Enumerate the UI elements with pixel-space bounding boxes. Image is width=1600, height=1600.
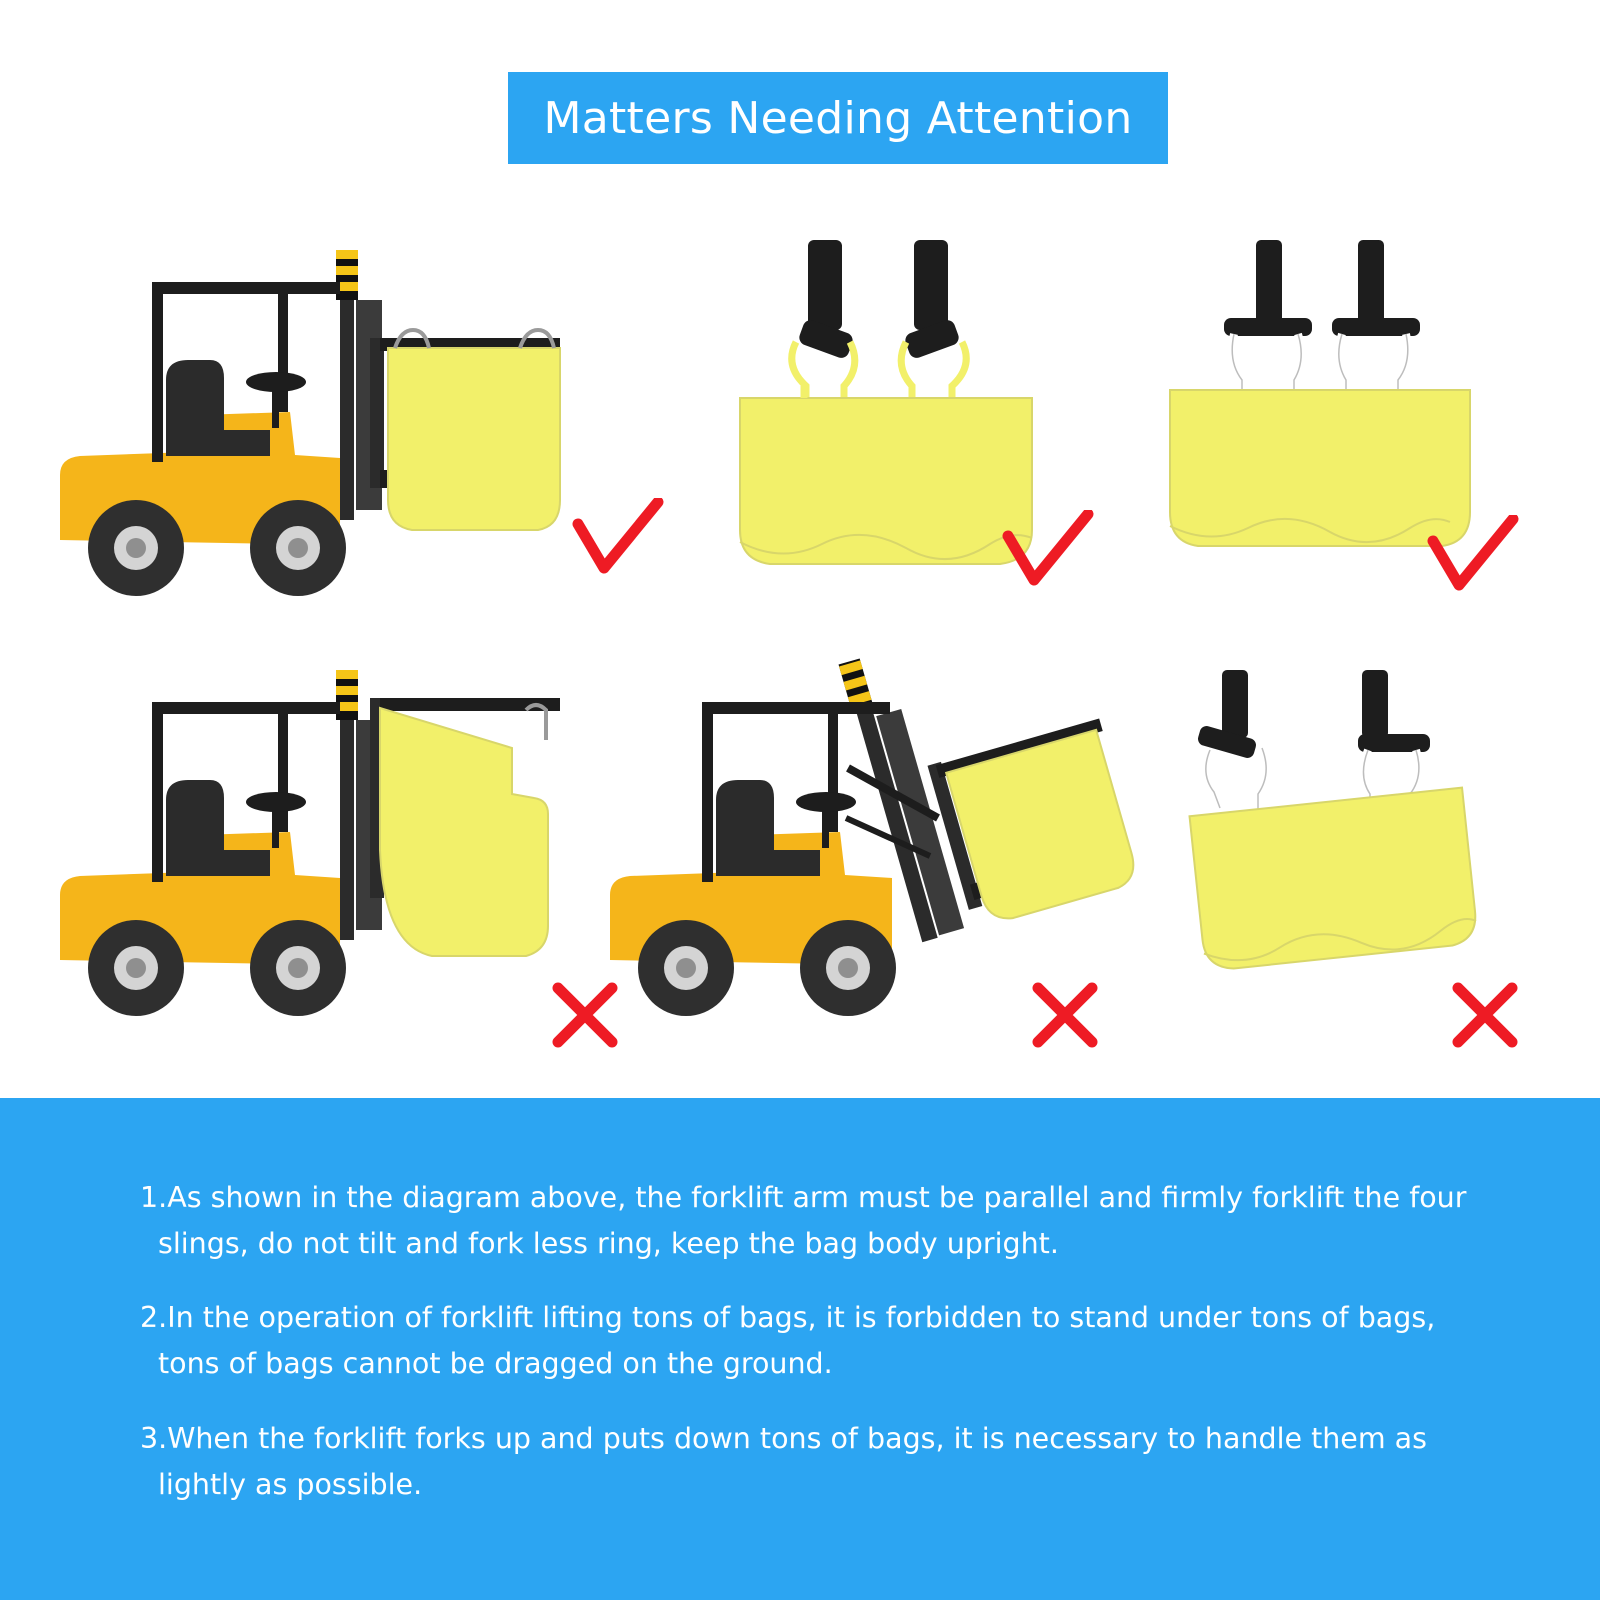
check-icon — [1425, 515, 1521, 595]
verdict-cross-3 — [1450, 980, 1520, 1050]
check-icon — [1000, 510, 1096, 590]
notes-panel — [0, 1098, 1600, 1600]
panel-forklift-bag-dragging-on-ground — [40, 650, 640, 1070]
note-item-2: 2.In the operation of forklift lifting tons of bags, it is forbidden to stand under tons of bags, tons of bags cannot be dragged on the ground. — [140, 1301, 1436, 1381]
panel-two-forks-through-all-four-loops — [1150, 230, 1580, 650]
verdict-cross-2 — [1030, 980, 1100, 1050]
note-item-1: 1.As shown in the diagram above, the forklift arm must be parallel and firmly forklift the four slings, do not tilt and fork less ring, keep the bag body upright. — [140, 1180, 1467, 1260]
panel-forks-catching-only-two-slings-bag-tilted — [1150, 650, 1580, 1070]
page-title-band — [508, 72, 1168, 164]
verdict-check-1 — [570, 498, 666, 578]
page-title: Matters Needing Attention — [543, 92, 1133, 144]
cross-icon — [1450, 980, 1520, 1050]
panel-two-forks-lifting-four-slings-level — [700, 230, 1200, 650]
note-item-3: 3.When the forklift forks up and puts down tons of bags, it is necessary to handle them as lightly as possible. — [140, 1422, 1427, 1502]
diagram-grid — [0, 230, 1600, 1090]
cross-icon — [1030, 980, 1100, 1050]
panel-forklift-carrying-bulk-bag-level — [40, 230, 700, 650]
illustration-forks-four-slings — [700, 230, 1200, 650]
verdict-check-2 — [1000, 510, 1096, 590]
illustration-forklift-bag-level — [40, 230, 700, 650]
check-icon — [570, 498, 666, 578]
verdict-check-3 — [1425, 515, 1521, 595]
panel-forklift-mast-tilted-bag-tilted — [600, 650, 1160, 1070]
